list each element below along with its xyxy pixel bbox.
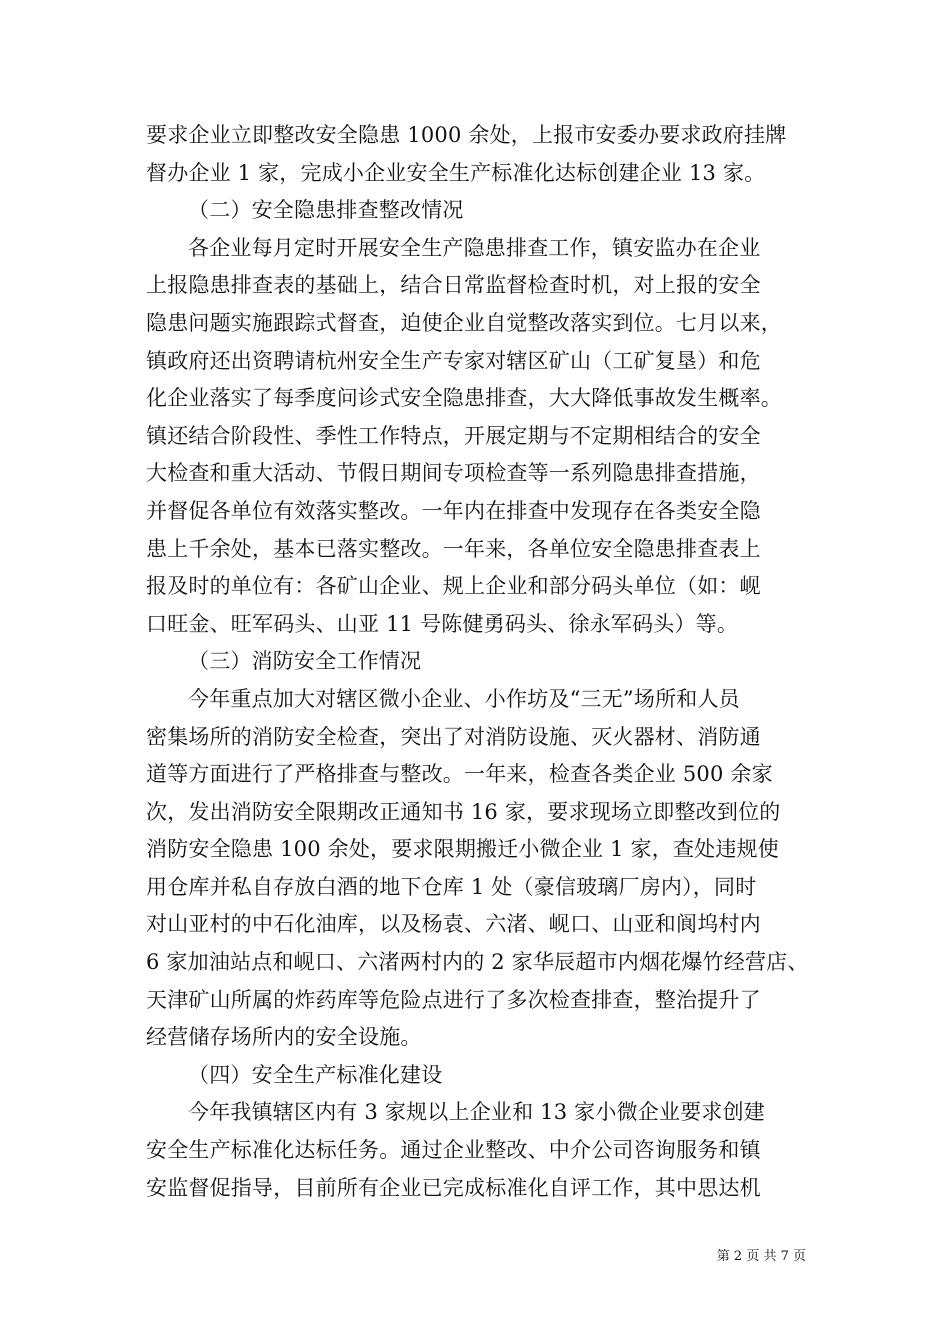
text-line: 今年我镇辖区内有 3 家规以上企业和 13 家小微企业要求创建 [188,1100,765,1125]
text-line: 镇政府还出资聘请杭州安全生产专家对辖区矿山（工矿复垦）和危 [146,348,761,373]
text-line: 安全生产标准化达标任务。通过企业整改、中介公司咨询服务和镇 [146,1138,761,1163]
text-line: 大检查和重大活动、节假日期间专项检查等一系列隐患排查措施， [146,461,761,486]
text-line: 化企业落实了每季度问诊式安全隐患排查，大大降低事故发生概率。 [146,386,782,411]
text-line: 隐患问题实施跟踪式督查，迫使企业自觉整改落实到位。七月以来， [146,310,782,335]
text-line: 经营储存场所内的安全设施。 [146,1025,422,1050]
text-line: （三）消防安全工作情况 [188,649,422,674]
text-line: （二）安全隐患排查整改情况 [188,198,464,223]
text-line: 密集场所的消防安全检查，突出了对消防设施、灭火器材、消防通 [146,724,761,749]
text-line: 道等方面进行了严格排查与整改。一年来，检查各类企业 500 余家 [146,762,773,787]
page-number: 第 2 页 共 7 页 [716,1249,806,1264]
document-body [146,117,810,1207]
text-line: （四）安全生产标准化建设 [188,1062,443,1087]
text-line: 各企业每月定时开展安全生产隐患排查工作，镇安监办在企业 [188,235,761,260]
text-line: 天津矿山所属的炸药库等危险点进行了多次检查排查，整治提升了 [146,987,761,1012]
text-line: 并督促各单位有效落实整改。一年内在排查中发现存在各类安全隐 [146,498,761,523]
text-line: 消防安全隐患 100 余处，要求限期搬迁小微企业 1 家，查处违规使 [146,837,779,862]
text-line: 患上千余处，基本已落实整改。一年来，各单位安全隐患排查表上 [146,536,761,561]
text-line: 对山亚村的中石化油库，以及杨袁、六渚、岘口、山亚和阆坞村内 [146,912,761,937]
text-line: 督办企业 1 家，完成小企业安全生产标准化达标创建企业 13 家。 [146,160,766,185]
text-line: 今年重点加大对辖区微小企业、小作坊及“三无”场所和人员 [188,686,740,711]
text-line: 口旺金、旺军码头、山亚 11 号陈健勇码头、徐永军码头）等。 [146,611,739,636]
text-line: 6 家加油站点和岘口、六渚两村内的 2 家华辰超市内烟花爆竹经营店、 [146,950,809,975]
text-line: 报及时的单位有：各矿山企业、规上企业和部分码头单位（如：岘 [146,574,761,599]
text-line: 上报隐患排查表的基础上，结合日常监督检查时机，对上报的安全 [146,273,761,298]
text-line: 用仓库并私自存放白酒的地下仓库 1 处（豪信玻璃厂房内），同时 [146,874,757,899]
text-line: 镇还结合阶段性、季性工作特点，开展定期与不定期相结合的安全 [146,423,761,448]
text-line: 安监督促指导，目前所有企业已完成标准化自评工作，其中思达机 [146,1175,761,1200]
text-line: 要求企业立即整改安全隐患 1000 余处，上报市安委办要求政府挂牌 [146,123,787,147]
text-line: 次，发出消防安全限期改正通知书 16 家，要求现场立即整改到位的 [146,799,781,824]
